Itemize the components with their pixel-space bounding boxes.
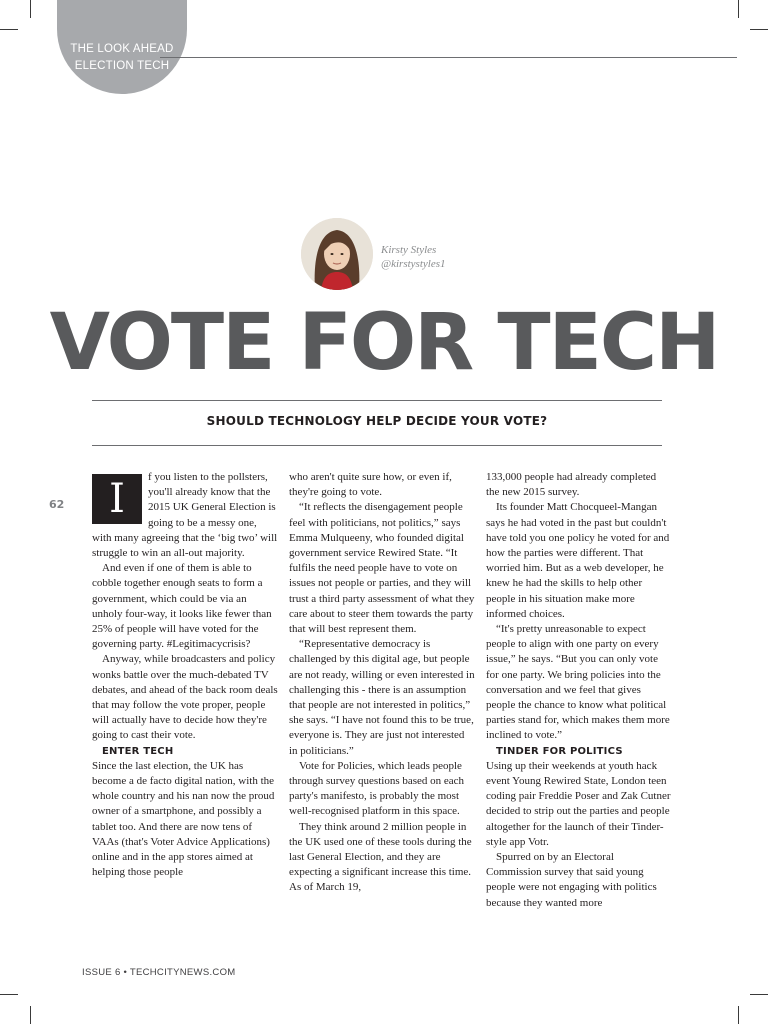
paragraph: f you listen to the pollsters, you'll already know that the 2015 UK General Election is going to be a messy one, with many agreeing that the ‘big two’ will struggle to win an all-out majority. — [92, 471, 278, 560]
author-handle: @kirstystyles1 — [381, 258, 446, 270]
crop-mark — [30, 1006, 31, 1024]
crop-mark — [0, 29, 18, 30]
page-number: 62 — [49, 498, 65, 511]
paragraph: They think around 2 million people in the UK used one of these tools during the last General Election, and they are expecting a significant increase this time. As of March 19, — [289, 820, 472, 894]
author-avatar — [301, 218, 373, 290]
paragraph: Vote for Policies, which leads people through survey questions based on each party's manifesto, is probably the most well-recognised platform in this space. — [289, 759, 465, 818]
section-label: THE LOOK AHEAD — [70, 43, 174, 55]
crop-mark — [738, 1006, 739, 1024]
paragraph: Its founder Matt Chocqueel-Mangan says he had voted in the past but couldn't have told you one policy he voted for and how the parties were different. That worried him. But as a web developer, he knew he had the skills to help other people in his situation make more informed choices. — [486, 501, 670, 620]
standfirst: SHOULD TECHNOLOGY HELP DECIDE YOUR VOTE? — [206, 414, 548, 428]
paragraph: Anyway, while broadcasters and policy wonks battle over the much-debated TV debates, and ahead of the back room deals that may follow the vote proper, people will actually have to decide how they're going to cast their vote. — [92, 653, 278, 742]
crop-mark — [750, 994, 768, 995]
bottom-rule — [92, 445, 662, 446]
paragraph: Since the last election, the UK has become a de facto digital nation, with the whole country and his nan now the proud owner of a smartphone, and possibly a tablet too. And there are now tens of VAAs (that's Voter Advice Applications) online and in the app stores aimed at helping those people — [92, 759, 275, 879]
subheading: TINDER FOR POLITICS — [496, 745, 623, 757]
body-column-1 — [92, 470, 278, 880]
subheading: ENTER TECH — [102, 745, 174, 757]
paragraph: Using up their weekends at youth hack event Young Rewired State, London teen coding pair Freddie Poser and Zak Cutner decided to strip out the parties and people altogether for the launch of their Tinder-style app Votr. — [486, 759, 671, 848]
body-column-2 — [289, 470, 475, 896]
footer: ISSUE 6 • TECHCITYNEWS.COM — [82, 967, 236, 978]
paragraph: who aren't quite sure how, or even if, they're going to vote. — [289, 471, 452, 499]
headline: VOTE FOR TECH — [49, 298, 719, 388]
crop-mark — [750, 29, 768, 30]
top-rule — [92, 400, 662, 401]
paragraph: “It reflects the disengagement people feel with politicians, not politics,” says Emma Mulqueeny, who founded digital government service Rewired State. “It fulfils the need people have to vote on issues not people or parties, and they will trust a third party assessment of what they care about to steer them towards the party that will best represent them. — [289, 501, 475, 636]
crop-mark — [30, 0, 31, 18]
drop-cap: I — [92, 474, 142, 524]
paragraph: And even if one of them is able to cobble together enough seats to form a government, which could be via an unholy four-way, it looks like fewer than 25% of people will have voted for the governing party. #Legitimacycrisis? — [92, 562, 272, 651]
body-column-3 — [486, 470, 672, 911]
crop-mark — [0, 994, 18, 995]
author-name: Kirsty Styles — [381, 244, 437, 256]
paragraph: Spurred on by an Electoral Commission survey that said young people were not engaging with politics because they wanted more — [486, 851, 657, 909]
paragraph: “Representative democracy is challenged by this digital age, but people are not ready, willing or even interested in challenging this - there is an assumption that people are not interested in politics,” she says. “I have not found this to be true, everyone is. They are just not interested in politicians.” — [289, 638, 475, 757]
paragraph: 133,000 people had already completed the new 2015 survey. — [486, 471, 657, 499]
paragraph: “It's pretty unreasonable to expect people to align with one party on every issue,” he says. “But you can only vote for one party. We bring policies into the conversation and we feel that gives people the chance to know what political parties stand for, which makes them more inclined to vote.” — [486, 623, 670, 742]
section-rule — [160, 57, 737, 58]
author-photo — [301, 218, 373, 290]
section-sublabel: ELECTION TECH — [74, 60, 170, 72]
crop-mark — [738, 0, 739, 18]
